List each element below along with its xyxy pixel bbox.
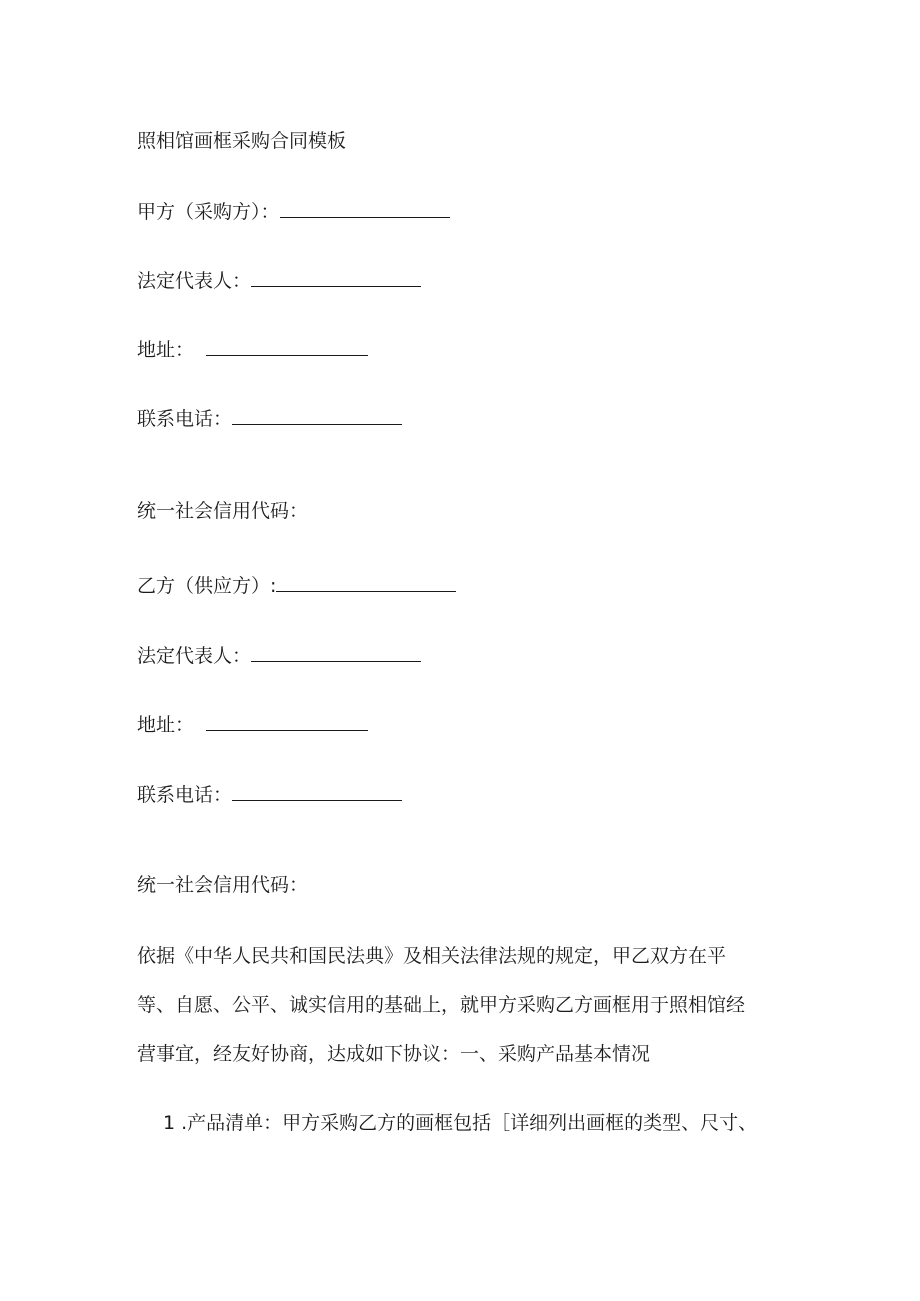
preamble-line-2: 等、自愿、公平、诚实信用的基础上，就甲方采购乙方画框用于照相馆经 — [137, 994, 746, 1016]
party-a-name-row — [137, 198, 450, 225]
party-a-address-row — [137, 336, 368, 363]
preamble-line-3: 营事宜，经友好协商，达成如下协议：一、采购产品基本情况 — [137, 1043, 651, 1065]
party-b-rep-label: 法定代表人： — [137, 645, 252, 667]
party-b-name-label: 乙方（供应方）: — [137, 575, 277, 597]
preamble-paragraph — [137, 932, 797, 1079]
party-b-credit-code-row — [137, 872, 308, 898]
party-a-name-blank[interactable] — [280, 198, 450, 218]
party-b-credit-code-label: 统一社会信用代码： — [137, 874, 309, 896]
party-a-phone-blank[interactable] — [232, 405, 402, 425]
party-a-rep-row — [137, 267, 421, 294]
party-a-phone-row — [137, 405, 402, 432]
party-a-address-label: 地址： — [137, 339, 195, 361]
item-1-product-list: 1 .产品清单：甲方采购乙方的画框包括［详细列出画框的类型、尺寸、 — [163, 1112, 758, 1134]
party-a-address-blank[interactable] — [206, 336, 368, 356]
party-b-phone-row — [137, 781, 402, 808]
party-b-name-row — [137, 572, 456, 599]
party-b-address-row — [137, 711, 368, 738]
party-a-phone-label: 联系电话： — [137, 408, 233, 430]
party-b-rep-blank[interactable] — [251, 642, 421, 662]
party-a-credit-code-label: 统一社会信用代码： — [137, 500, 309, 522]
party-a-credit-code-row — [137, 498, 308, 524]
party-b-name-blank[interactable] — [276, 572, 456, 592]
party-b-phone-label: 联系电话： — [137, 784, 233, 806]
party-a-rep-blank[interactable] — [251, 267, 421, 287]
party-b-address-blank[interactable] — [206, 711, 368, 731]
party-b-phone-blank[interactable] — [232, 781, 402, 801]
party-b-rep-row — [137, 642, 421, 669]
preamble-line-1: 依据《中华人民共和国民法典》及相关法律法规的规定，甲乙双方在平 — [137, 945, 727, 967]
party-a-name-label: 甲方（采购方）： — [137, 201, 280, 223]
document-title: 照相馆画框采购合同模板 — [137, 130, 347, 152]
party-a-rep-label: 法定代表人： — [137, 270, 252, 292]
party-b-address-label: 地址： — [137, 714, 195, 736]
